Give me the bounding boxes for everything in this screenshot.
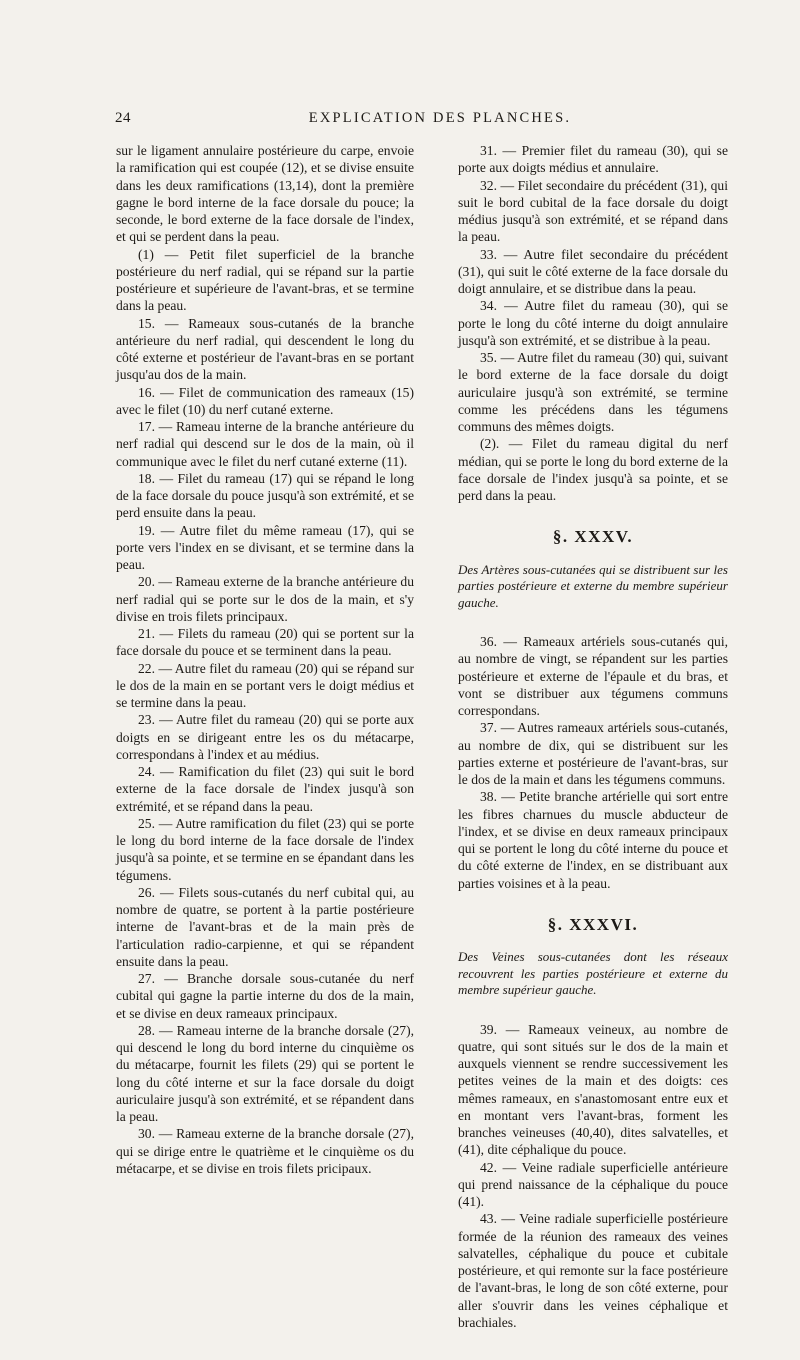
- paragraph: 20. — Rameau externe de la branche antérieure du nerf radial qui se porte sur le dos de la main, et s'y divise en trois filets principaux.: [116, 574, 414, 624]
- paragraph: 30. — Rameau externe de la branche dorsale (27), qui se dirige entre le quatrième et le cinquième os du métacarpe, et se divise en trois filets pricipaux.: [116, 1126, 414, 1176]
- paragraph: 32. — Filet secondaire du précédent (31), qui suit le bord cubital de la face dorsale du doigt médius jusqu'à son extrémité, et se répand dans la peau.: [458, 177, 728, 245]
- page-number: 24: [115, 110, 131, 126]
- paragraph: 26. — Filets sous-cutanés du nerf cubital qui, au nombre de quatre, se portent à la partie postérieure interne de l'avant-bras et de la main près de l'articulation radio-carpienne, et qui se répandent ensuite dans la peau.: [116, 884, 414, 969]
- page-header: [115, 110, 725, 130]
- paragraph: (1) — Petit filet superficiel de la branche postérieure du nerf radial, qui se répand sur la partie postérieure et supérieure de l'avant-bras, et se termine dans la peau.: [116, 246, 414, 314]
- paragraph: 39. — Rameaux veineux, au nombre de quatre, qui sont situés sur le dos de la main et auxquels viennent se rendre successivement les petites veines de la main et des doigts: ces mêmes rameaux, en s'anastomosant entre eux et en montant vers l'avant-bras, forment les branches veineuses (40,40), dites salvatelles, et (41), dite céphalique du pouce.: [458, 1021, 728, 1158]
- paragraph: 23. — Autre filet du rameau (20) qui se porte aux doigts en se dirigeant entre les os du métacarpe, correspondans à l'index et au médius.: [116, 712, 414, 762]
- paragraph: 24. — Ramification du filet (23) qui suit le bord externe de la face dorsale de l'index jusqu'à son extrémité, et se répand dans la peau.: [116, 764, 414, 814]
- paragraph: (2). — Filet du rameau digital du nerf médian, qui se porte le long du bord externe de la face dorsale de l'index jusqu'à sa pointe, et se perd dans la peau.: [458, 436, 728, 503]
- left-column: [116, 142, 414, 1177]
- paragraph: sur le ligament annulaire postérieure du carpe, envoie la ramification qui est coupée (12), et se divise ensuite dans les deux ramifications (13,14), dont la première gagne le bord interne de la face dorsale du pouce; la seconde, le bord externe de la face dorsale de l'index, et qui se perdent dans la peau.: [116, 143, 414, 245]
- section-heading: §. XXXV.: [552, 527, 634, 547]
- paragraph: 34. — Autre filet du rameau (30), qui se porte le long du côté interne du doigt annulaire jusqu'à son extrémité, et se distribue à la peau.: [458, 298, 728, 348]
- paragraph: 25. — Autre ramification du filet (23) qui se porte le long du bord interne de la face dorsale de l'index jusqu'à sa pointe, et se termine en se épandant dans les tégumens.: [116, 815, 414, 883]
- paragraph: 18. — Filet du rameau (17) qui se répand le long de la face dorsale du pouce jusqu'à son extrémité, et se perd ensuite dans la peau.: [116, 470, 414, 521]
- paragraph: 42. — Veine radiale superficielle antérieure qui prend naissance de la céphalique du pouce (41).: [458, 1159, 728, 1209]
- paragraph: 31. — Premier filet du rameau (30), qui se porte aux doigts médius et annulaire.: [458, 143, 728, 176]
- paragraph: 27. — Branche dorsale sous-cutanée du nerf cubital qui gagne la partie interne du dos de la main, et se divise en deux rameaux principaux.: [116, 971, 414, 1021]
- paragraph: 43. — Veine radiale superficielle postérieure formée de la réunion des rameaux des veines salvatelles, céphalique du pouce et cubitale postérieure, et qui remonte sur la face postérieure de l'avant-bras, le long de son côté externe, pour aller s'ouvrir dans les veines céphalique et brachiales.: [458, 1211, 728, 1330]
- paragraph: 19. — Autre filet du même rameau (17), qui se porte vers l'index en se divisant, et se termine dans la peau.: [116, 522, 414, 572]
- paragraph: 22. — Autre filet du rameau (20) qui se répand sur le dos de la main en se portant vers le doigt médius et se termine dans la peau.: [116, 660, 414, 710]
- paragraph: 15. — Rameaux sous-cutanés de la branche antérieure du nerf radial, qui descendent le long du côté externe et postérieur de l'avant-bras en se portant jusqu'au dos de la main.: [116, 315, 414, 383]
- paragraph: 35. — Autre filet du rameau (30) qui, suivant le bord externe de la face dorsale du doigt auriculaire jusqu'à son extrémité, se termine comme les précédens dans les tégumens communs des mêmes doigts.: [458, 350, 728, 434]
- paragraph: 38. — Petite branche artérielle qui sort entre les fibres charnues du muscle abducteur de l'index, et se divise en deux rameaux principaux qui se portent le long du côté interne du pouce et du côté externe de l'index, en se distribuant aux parties voisines et à la peau.: [458, 789, 728, 891]
- section-caption: Des Artères sous-cutanées qui se distribuent sur les parties postérieure et externe du membre supérieur gauche.: [458, 561, 728, 610]
- paragraph: 17. — Rameau interne de la branche antérieure du nerf radial qui descend sur le dos de la main, où il communique avec le filet du nerf cutané externe (11).: [116, 419, 414, 469]
- paragraph: 21. — Filets du rameau (20) qui se portent sur la face dorsale du pouce et se terminent dans la peau.: [116, 626, 414, 659]
- running-title: EXPLICATION DES PLANCHES.: [308, 110, 572, 126]
- paragraph: 16. — Filet de communication des rameaux (15) avec le filet (10) du nerf cutané externe.: [116, 384, 414, 417]
- paragraph: 28. — Rameau interne de la branche dorsale (27), qui descend le long du bord interne du cinquième os du métacarpe, fournit les filets (29) qui se portent le long du côté interne et sur la face dorsale du doigt auriculaire jusqu'à son extrémité, et se répandent dans la peau.: [116, 1022, 414, 1124]
- paragraph: 36. — Rameaux artériels sous-cutanés qui, au nombre de vingt, se répandent sur les parties postérieure et externe de l'épaule et du bras, et vont se distribuer aux tégumens communs correspondans.: [458, 634, 728, 718]
- paragraph: 37. — Autres rameaux artériels sous-cutanés, au nombre de dix, qui se distribuent sur les parties externe et postérieure de l'avant-bras, sur le dos de la main et dans les tégumens communs.: [458, 720, 728, 787]
- right-column: [458, 142, 728, 1331]
- section-caption: Des Veines sous-cutanées dont les réseaux recouvrent les parties postérieure et externe du membre supérieur gauche.: [458, 949, 728, 997]
- paragraph: 33. — Autre filet secondaire du précédent (31), qui suit le côté externe de la face dorsale du doigt annulaire, et se distribue dans la peau.: [458, 246, 728, 296]
- section-heading: §. XXXVI.: [547, 914, 639, 934]
